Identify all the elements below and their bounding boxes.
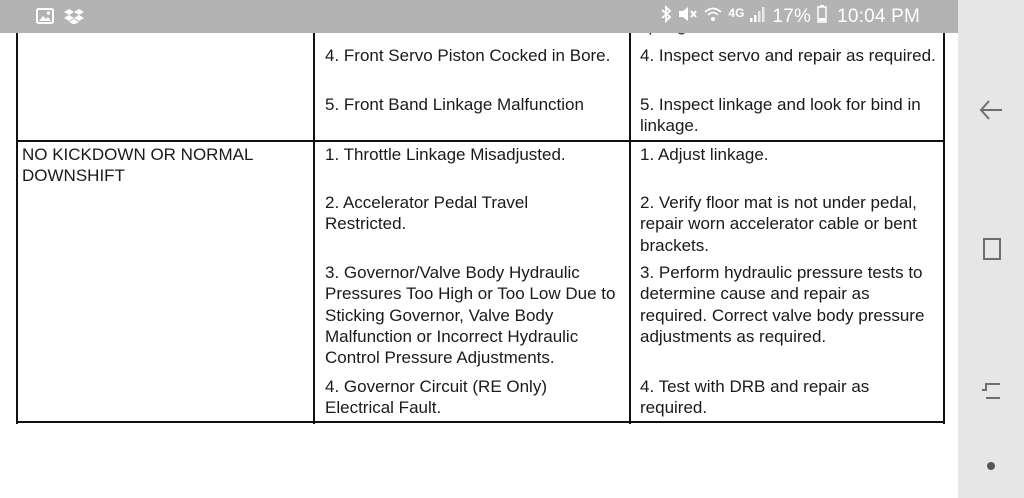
- back-arrow-icon: [978, 97, 1004, 123]
- mute-icon: [678, 5, 698, 29]
- back-button[interactable]: [978, 97, 1004, 123]
- lte-icon: 4G: [728, 6, 745, 20]
- table-border-right: [943, 0, 945, 424]
- home-button[interactable]: [978, 378, 1004, 404]
- battery-icon: [817, 5, 827, 29]
- recent-apps-icon: [978, 237, 1004, 263]
- diagnosis-table: [16, 0, 945, 423]
- battery-percent: 17%: [772, 6, 812, 27]
- clock: 10:04 PM: [837, 6, 920, 27]
- gallery-icon: [36, 8, 54, 29]
- table-cell-correction: 5. Inspect linkage and look for bind in linkage.: [640, 95, 921, 136]
- page-indicator-dot: [987, 462, 995, 470]
- table-cell-correction: 3. Perform hydraulic pressure tests to determine cause and repair as required. Correct valve body pressure adjustments as required.: [640, 263, 925, 346]
- signal-icon: [750, 6, 766, 28]
- recents-button[interactable]: [978, 237, 1004, 263]
- table-border-left: [16, 0, 18, 424]
- table-cell-condition: NO KICKDOWN OR NORMAL DOWNSHIFT: [22, 145, 253, 186]
- table-cell-cause: 1. Throttle Linkage Misadjusted.: [325, 145, 566, 164]
- table-border-bottom: [16, 421, 945, 423]
- table-cell-correction: 1. Adjust linkage.: [640, 145, 769, 164]
- row-separator: [16, 140, 945, 142]
- table-cell-cause: 2. Accelerator Pedal Travel Restricted.: [325, 193, 529, 234]
- bluetooth-icon: [660, 5, 672, 29]
- dropbox-icon: [64, 8, 84, 29]
- table-cell-correction: 2. Verify floor mat is not under pedal, repair worn accelerator cable or bent brackets.: [640, 193, 917, 255]
- status-bar: [0, 0, 958, 33]
- overview-icon: [978, 378, 1004, 404]
- wifi-icon: [704, 6, 722, 28]
- navigation-bar: [958, 0, 1024, 498]
- table-cell-correction: 4. Test with DRB and repair as required.: [640, 377, 870, 418]
- table-divider-1: [313, 0, 315, 424]
- table-cell-correction: 4. Inspect servo and repair as required.: [640, 46, 936, 65]
- table-cell-cause: 3. Governor/Valve Body Hydraulic Pressures Too High or Too Low Due to Sticking Governor, Valve Body Malfunction or Incorrect Hydraulic Control Pressure Adjustments.: [325, 263, 616, 368]
- table-cell-cause: 5. Front Band Linkage Malfunction: [325, 95, 584, 114]
- table-cell-cause: 4. Front Servo Piston Cocked in Bore.: [325, 46, 611, 65]
- table-divider-2: [629, 0, 631, 424]
- table-cell-cause: 4. Governor Circuit (RE Only) Electrical Fault.: [325, 377, 547, 418]
